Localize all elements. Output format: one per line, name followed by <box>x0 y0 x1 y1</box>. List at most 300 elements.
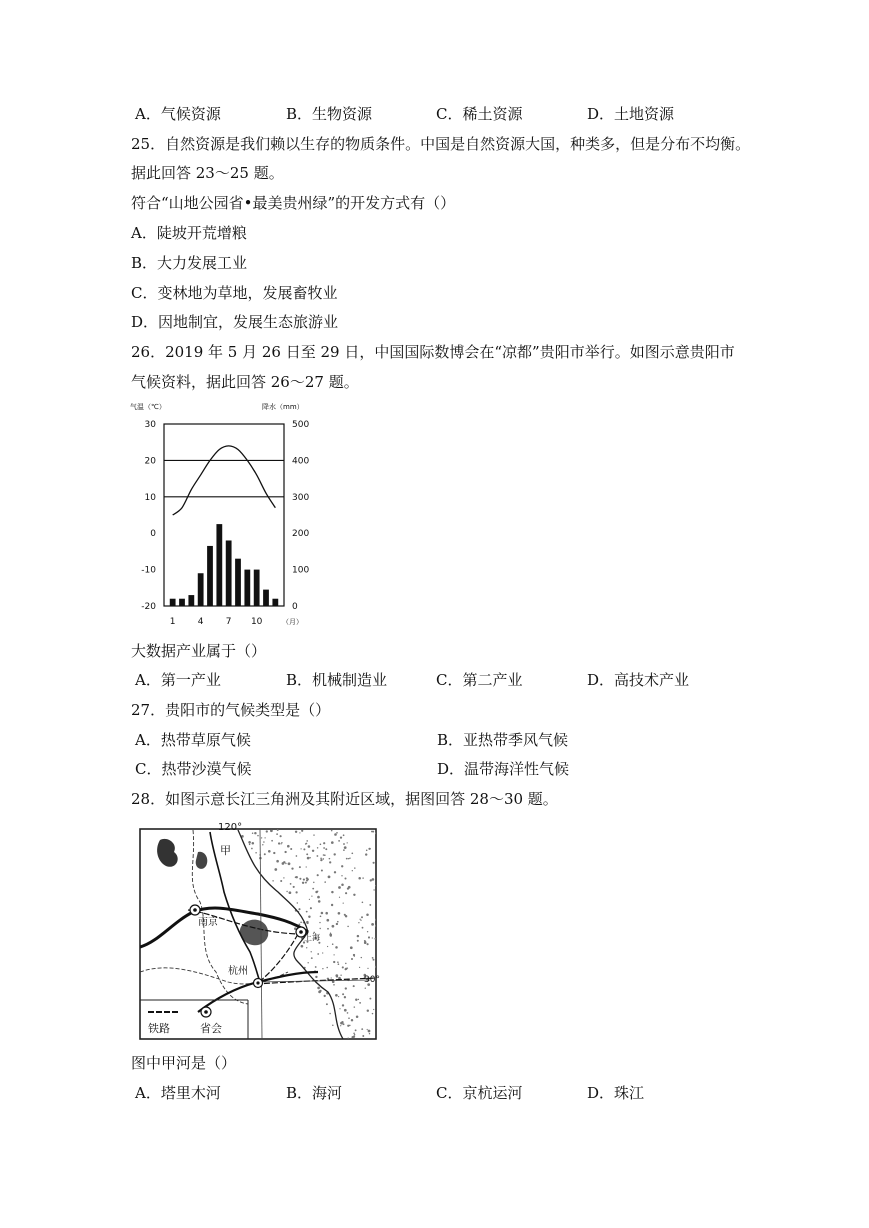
sea-dot <box>252 833 253 834</box>
sea-dot <box>278 842 280 844</box>
month-unit-label: （月） <box>282 618 303 626</box>
sea-dot <box>291 867 293 869</box>
precip-bar <box>226 540 232 606</box>
q26-intro-cont: 气候资料，据此回答 26～27 题。 <box>131 373 359 391</box>
sea-dot <box>346 858 348 860</box>
sea-dot <box>361 957 362 958</box>
sea-dot <box>306 840 308 842</box>
sea-dot <box>303 879 305 881</box>
q25-option-b: B．大力发展工业 <box>131 254 248 272</box>
sea-dot <box>356 1015 359 1018</box>
sea-dot <box>326 1003 328 1005</box>
sea-dot <box>327 928 329 930</box>
q26-option-d: D．高技术产业 <box>587 671 690 689</box>
sea-dot <box>282 862 285 865</box>
sea-dot <box>338 886 341 889</box>
sea-dot <box>263 841 265 843</box>
sea-dot <box>345 969 346 970</box>
precip-tick-label: 100 <box>292 565 310 576</box>
precip-bars <box>170 524 278 606</box>
sea-dot <box>326 967 328 969</box>
sea-dot <box>343 902 344 903</box>
sea-dot <box>329 861 331 863</box>
sea-dot <box>319 990 321 992</box>
q27-option-a: A．热带草原气候 <box>135 731 251 749</box>
q28-stem: 图中甲河是（） <box>131 1054 237 1072</box>
sea-dot <box>344 846 347 849</box>
sea-dot <box>299 832 300 833</box>
sea-dot <box>276 860 279 863</box>
sea-dot <box>295 876 297 878</box>
sea-dot <box>290 883 292 885</box>
precip-tick-label: 500 <box>292 420 310 430</box>
sea-dot <box>274 868 277 871</box>
sea-dot <box>261 837 262 838</box>
precip-bar <box>207 546 213 606</box>
sea-dot <box>276 833 278 835</box>
sea-dot <box>300 921 302 923</box>
sea-dot <box>369 998 371 1000</box>
precip-tick-label: 300 <box>292 492 310 503</box>
q24-option-a: A．气候资源 <box>135 105 221 123</box>
sea-dot <box>341 875 342 876</box>
sea-dot <box>299 866 301 868</box>
sea-dot <box>320 915 322 917</box>
sea-dot <box>351 852 353 854</box>
sea-dot <box>345 987 347 989</box>
sea-dot <box>318 942 320 944</box>
sea-dot <box>323 847 325 849</box>
sea-dot <box>373 1009 374 1010</box>
sea-dot <box>300 848 301 849</box>
sea-dot <box>354 1006 355 1007</box>
q27-stem: 27．贵阳市的气候类型是（） <box>131 701 331 719</box>
sea-dot <box>264 853 266 855</box>
sea-dot <box>313 834 314 835</box>
q27-option-b: B．亚热带季风气候 <box>437 731 569 749</box>
sea-dot <box>321 912 324 915</box>
sea-dot <box>320 857 322 859</box>
sea-dot <box>297 902 298 903</box>
sea-dot <box>340 974 341 975</box>
sea-dot <box>315 976 317 978</box>
sea-dot <box>332 943 334 945</box>
sea-dot <box>372 878 375 881</box>
q28-option-b: B．海河 <box>286 1084 343 1102</box>
sea-dot <box>344 996 346 998</box>
sea-dot <box>309 899 310 900</box>
sea-dot <box>344 877 346 879</box>
sea-dot <box>306 911 308 913</box>
q28-option-d: D．珠江 <box>587 1084 645 1102</box>
sea-dot <box>308 845 311 848</box>
sea-dot <box>306 866 307 867</box>
sea-dot <box>271 840 273 842</box>
sea-dot <box>307 857 310 860</box>
sea-dot <box>311 951 312 952</box>
shanghai-label: 上海 <box>304 933 320 942</box>
sea-dot <box>316 855 318 857</box>
precip-bar <box>244 570 250 606</box>
sea-dot <box>317 953 319 955</box>
temp-axis-label: 气温（℃） <box>130 403 166 411</box>
sea-dot <box>311 895 312 896</box>
sea-dot <box>273 852 275 854</box>
sea-dot <box>326 919 329 922</box>
sea-dot <box>331 904 333 906</box>
plot-frame <box>164 424 284 606</box>
sea-dot <box>355 998 357 1000</box>
sea-dot <box>347 1025 349 1027</box>
sea-dot <box>342 993 344 995</box>
sea-dot <box>287 845 290 848</box>
q28-option-a: A．塔里木河 <box>135 1084 221 1102</box>
sea-dot <box>367 931 368 932</box>
sea-dot <box>353 985 355 987</box>
sea-dot <box>368 848 370 850</box>
sea-dot <box>332 925 335 928</box>
sea-dot <box>321 869 323 871</box>
sea-dot <box>367 943 369 945</box>
q25-option-a: A．陡坡开荒增粮 <box>131 224 247 242</box>
sea-dot <box>362 1035 364 1037</box>
sea-dot <box>345 915 347 917</box>
sea-dot <box>373 889 374 890</box>
sea-dot <box>270 829 273 832</box>
precip-bar <box>170 599 176 606</box>
sea-dot <box>350 946 353 949</box>
legend-capital-label: 省会 <box>200 1022 222 1035</box>
sea-dot <box>257 835 259 837</box>
sea-dot <box>361 916 363 918</box>
sea-dot <box>347 926 349 928</box>
sea-dot <box>255 852 257 854</box>
sea-dot <box>335 946 338 949</box>
sea-dot <box>341 1021 343 1023</box>
sea-dot <box>296 855 298 857</box>
q28-intro: 28．如图示意长江三角洲及其附近区域，据图回答 28～30 题。 <box>131 790 558 808</box>
sea-dot <box>331 830 333 832</box>
sea-dot <box>365 987 366 988</box>
q26-option-b: B．机械制造业 <box>286 671 388 689</box>
sea-dot <box>351 1019 353 1021</box>
sea-dot <box>362 877 363 878</box>
sea-dot <box>329 1013 331 1015</box>
sea-dot <box>307 922 309 924</box>
sea-dot <box>324 854 326 856</box>
sea-dot <box>372 957 374 959</box>
sea-dot <box>334 871 336 873</box>
sea-dot <box>343 1023 345 1025</box>
sea-dot <box>337 921 339 923</box>
sea-dot <box>277 829 279 831</box>
sea-dot <box>348 1038 349 1039</box>
sea-dot <box>251 848 253 850</box>
sea-dot <box>364 941 367 944</box>
precip-tick-labels <box>292 420 309 612</box>
sea-dot <box>340 836 342 838</box>
sea-dot <box>324 995 326 997</box>
precip-bar <box>254 570 260 606</box>
q24-option-b: B．生物资源 <box>286 105 373 123</box>
sea-dot <box>262 844 263 845</box>
legend-capital-symbol <box>201 1007 211 1017</box>
sea-dot <box>306 853 308 855</box>
legend-rail-label: 铁路 <box>148 1022 170 1035</box>
sea-dot <box>280 835 282 837</box>
sea-dot <box>359 967 360 968</box>
sea-dot <box>335 974 338 977</box>
q25-intro: 25．自然资源是我们赖以生存的物质条件。中国是自然资源大国，种类多，但是分布不均衡。 <box>131 135 751 153</box>
precip-bar <box>188 595 194 606</box>
sea-dot <box>340 1025 341 1026</box>
sea-dot <box>347 1012 349 1014</box>
temp-tick-label: 0 <box>150 529 156 540</box>
precip-bar <box>235 559 241 606</box>
sea-dot <box>373 959 375 961</box>
precip-bar <box>216 524 222 606</box>
lat-30-label: 30° <box>364 975 380 985</box>
sea-dot <box>367 968 368 969</box>
sea-dot <box>325 848 327 850</box>
sea-dot <box>307 962 308 963</box>
sea-dot <box>342 966 344 968</box>
sea-dot <box>330 933 331 934</box>
sea-dot <box>351 958 353 960</box>
month-tick-label: 10 <box>250 617 263 627</box>
q27-option-d: D．温带海洋性气候 <box>437 760 570 778</box>
sea-dot <box>341 865 343 867</box>
sea-dot <box>357 940 359 942</box>
sea-dot <box>353 894 355 896</box>
q25-stem: 符合“山地公园省•最美贵州绿”的开发方式有（） <box>131 194 456 212</box>
sea-dot <box>358 999 359 1000</box>
sea-dot <box>339 1008 340 1009</box>
sea-dot <box>331 891 333 893</box>
sea-dot <box>319 922 320 923</box>
q26-intro: 26．2019 年 5 月 26 日至 29 日，中国国际数博会在“凉都”贵阳市举行。如图示意贵阳市 <box>131 343 735 361</box>
sea-dot <box>341 884 344 887</box>
sea-dot <box>333 984 335 986</box>
temp-tick-label: 20 <box>144 456 156 467</box>
sea-dot <box>373 862 375 864</box>
sea-dot <box>348 886 351 889</box>
nanjing-label: 南京 <box>198 917 218 928</box>
sea-dot <box>343 843 345 845</box>
sea-dot <box>333 954 334 955</box>
precip-bar <box>263 590 269 606</box>
sea-dot <box>272 880 273 881</box>
sea-dot <box>348 858 349 859</box>
sea-dot <box>305 882 307 884</box>
river-jia-label: 甲 <box>220 844 231 857</box>
sea-dot <box>268 850 271 853</box>
q27-option-c: C．热带沙漠气候 <box>135 760 252 778</box>
sea-dot <box>310 907 312 909</box>
sea-dot <box>348 1017 350 1019</box>
sea-dot <box>368 1030 371 1033</box>
lon-120-label: 120° <box>218 822 243 833</box>
sea-dot <box>312 850 314 852</box>
sea-dot <box>360 920 361 921</box>
sea-dot <box>372 937 373 938</box>
sea-dot <box>285 863 286 864</box>
sea-dot <box>293 886 295 888</box>
q25-intro-cont: 据此回答 23～25 题。 <box>131 164 284 182</box>
sea-dot <box>367 1010 369 1012</box>
sea-dot <box>365 853 367 855</box>
q24-option-d: D．土地资源 <box>587 105 675 123</box>
q25-option-d: D．因地制宜，发展生态旅游业 <box>131 313 339 331</box>
sea-dot <box>322 952 323 953</box>
sea-dot <box>335 994 338 997</box>
sea-dot <box>351 1036 353 1038</box>
sea-dot <box>317 891 318 892</box>
sea-dot <box>284 851 286 853</box>
sea-dot <box>336 923 338 925</box>
sea-dot <box>366 850 368 852</box>
month-tick-label: 1 <box>169 617 176 627</box>
sea-dot <box>306 947 307 948</box>
sea-dot <box>317 896 320 899</box>
sea-dot <box>308 916 310 918</box>
sea-dot <box>280 880 282 882</box>
sea-dot <box>368 936 370 938</box>
sea-dot <box>374 938 376 940</box>
sea-dot <box>288 862 291 865</box>
month-tick-label: 4 <box>197 617 204 627</box>
sea-dot <box>372 1013 373 1014</box>
precip-tick-label: 400 <box>292 456 310 467</box>
temp-tick-label: 30 <box>144 420 156 430</box>
sea-dot <box>337 961 339 963</box>
sea-dot <box>329 858 331 860</box>
sea-dot <box>303 848 305 850</box>
sea-dot <box>280 843 281 844</box>
sea-dot <box>353 1033 355 1035</box>
sea-dot <box>328 876 331 879</box>
sea-dot <box>249 844 251 846</box>
sea-dot <box>352 870 353 871</box>
sea-dot <box>369 904 371 906</box>
sea-dot <box>283 877 284 878</box>
temperature-line <box>173 446 276 515</box>
q26-option-a: A．第一产业 <box>135 671 221 689</box>
sea-dot <box>342 1004 344 1006</box>
sea-dot <box>354 1034 355 1035</box>
sea-dot <box>362 927 364 929</box>
sea-dot <box>311 957 313 959</box>
sea-dot <box>355 1029 357 1031</box>
sea-dot <box>324 881 326 883</box>
sea-dot <box>343 834 345 836</box>
sea-dot <box>299 878 301 880</box>
sea-dot <box>347 842 348 843</box>
yangtze-delta-map <box>138 822 378 1042</box>
sea-dot <box>343 849 345 851</box>
sea-dot <box>317 987 320 990</box>
sea-dot <box>366 913 369 916</box>
sea-dot <box>281 842 283 844</box>
hangzhou-label: 杭州 <box>228 966 248 977</box>
sea-dot <box>254 832 256 834</box>
sea-dot <box>317 874 319 876</box>
sea-dot <box>309 857 310 858</box>
sea-dot <box>359 1002 361 1004</box>
sea-dot <box>333 961 335 963</box>
hangzhou-marker <box>254 979 263 988</box>
q26-option-c: C．第二产业 <box>436 671 523 689</box>
sea-dot <box>338 912 341 915</box>
sea-dot <box>358 922 359 923</box>
q25-option-c: C．变林地为草地，发展畜牧业 <box>131 284 338 302</box>
sea-dot <box>334 853 336 855</box>
q28-option-c: C．京杭运河 <box>436 1084 523 1102</box>
sea-dot <box>334 833 337 836</box>
sea-dot <box>358 877 361 880</box>
sea-dot <box>330 935 332 937</box>
sea-dot <box>336 832 338 834</box>
nanjing-marker <box>190 905 200 915</box>
sea-dot <box>371 923 374 926</box>
sea-dot <box>295 831 297 833</box>
sea-dot <box>298 908 300 910</box>
sea-dot <box>357 935 359 937</box>
q24-option-c: C．稀土资源 <box>436 105 523 123</box>
sea-dot <box>332 1024 334 1026</box>
temp-tick-label: -10 <box>141 565 156 576</box>
sea-dot <box>266 830 268 832</box>
sea-dot <box>338 963 340 965</box>
sea-dot <box>361 1028 363 1030</box>
sea-dot <box>353 954 355 956</box>
sea-dot <box>320 843 322 845</box>
sea-dot <box>354 867 355 868</box>
precip-axis-label: 降水（mm） <box>262 403 304 411</box>
sea-dot <box>322 858 324 860</box>
sea-dot <box>295 891 297 893</box>
sea-dot <box>331 977 332 978</box>
temp-tick-label: 10 <box>144 492 156 503</box>
sea-dot <box>367 1029 368 1030</box>
temp-tick-label: -20 <box>141 602 156 612</box>
precip-bar <box>272 599 278 606</box>
sea-dot <box>369 1033 370 1034</box>
sea-dot <box>264 837 265 838</box>
precip-bar <box>179 599 185 606</box>
q26-stem: 大数据产业属于（） <box>131 642 267 660</box>
sea-dot <box>252 842 255 845</box>
sea-dot <box>290 848 292 850</box>
sea-dot <box>313 882 314 883</box>
sea-dot <box>331 841 334 844</box>
sea-dot <box>344 1009 347 1012</box>
precip-tick-label: 200 <box>292 529 310 540</box>
climate-chart <box>128 400 328 632</box>
sea-dot <box>315 966 317 968</box>
sea-dot <box>349 858 350 859</box>
month-tick-labels <box>170 617 263 627</box>
sea-dot <box>302 882 304 884</box>
sea-dot <box>322 968 323 969</box>
sea-dot <box>318 900 321 903</box>
sea-dot <box>305 843 306 844</box>
sea-dot <box>345 963 347 965</box>
precip-bar <box>198 573 204 606</box>
gridlines <box>164 460 284 496</box>
sea-dot <box>338 840 340 842</box>
sea-dot <box>327 946 328 947</box>
